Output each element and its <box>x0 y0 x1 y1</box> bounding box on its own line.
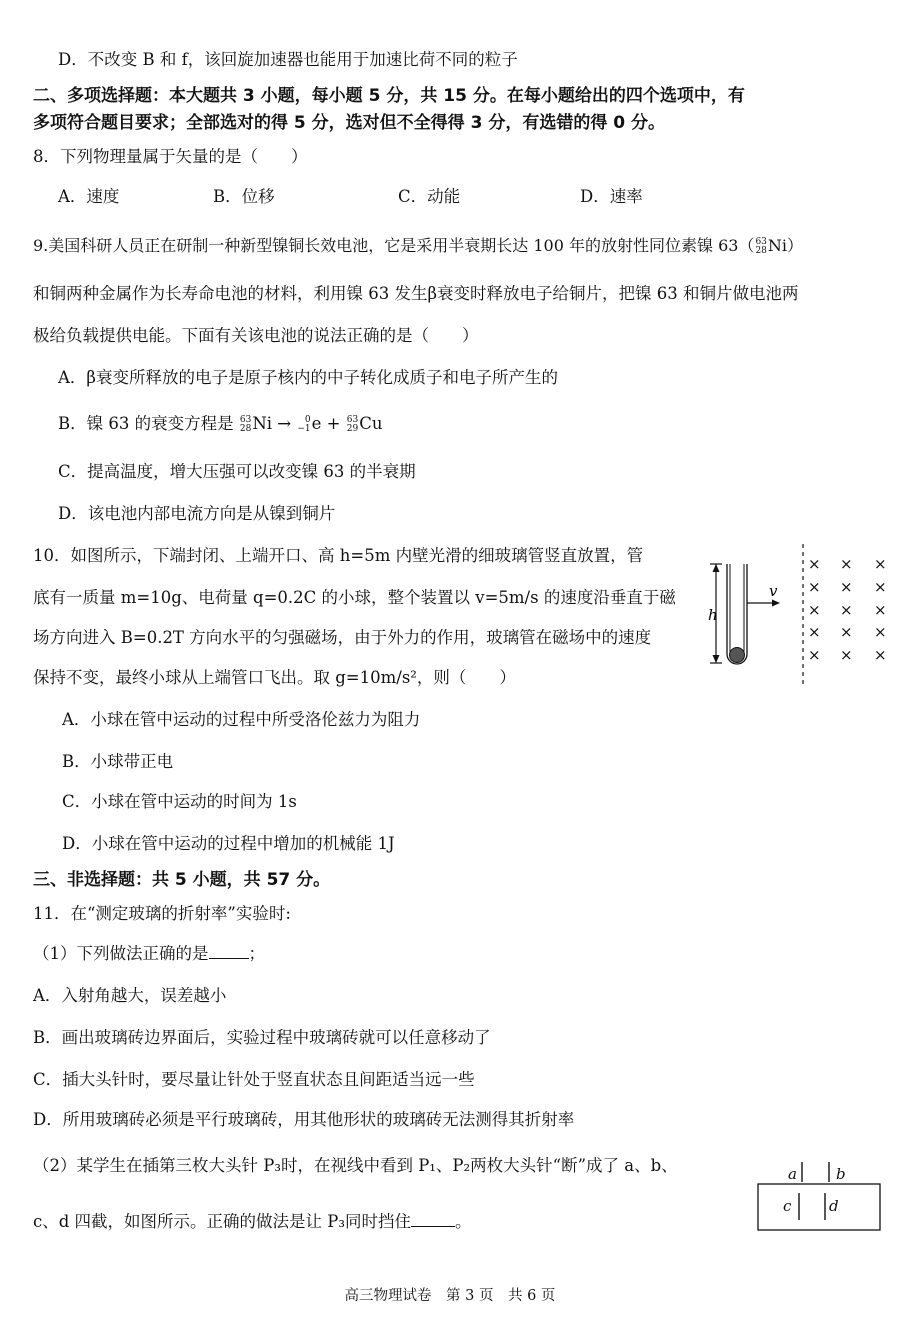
svg-text:×: × <box>840 555 853 573</box>
v-label: v <box>769 582 778 600</box>
q8-stem: 8．下列物理量属于矢量的是（ ） <box>33 147 308 166</box>
q10-stem-line4: 保持不变，最终小球从上端管口飞出。取 g=10m/s²，则（ ） <box>33 668 516 687</box>
q11-part2-line2 <box>33 1210 472 1234</box>
svg-text:×: × <box>874 555 887 573</box>
svg-text:×: × <box>808 646 821 664</box>
eq-ni: Ni <box>252 414 273 433</box>
label-c: c <box>783 1197 792 1215</box>
svg-text:×: × <box>840 601 853 619</box>
ni-symbol: Ni <box>767 236 788 255</box>
label-d: d <box>829 1197 839 1215</box>
q10-option-d: D．小球在管中运动的过程中增加的机械能 1J <box>62 834 395 853</box>
q11-option-a: A．入射角越大，误差越小 <box>33 986 227 1005</box>
svg-text:×: × <box>874 601 887 619</box>
q11-part2-line1: （2）某学生在插第三枚大头针 P₃时，在视线中看到 P₁、P₂两枚大头针“断”成了 a、b、 <box>33 1156 678 1175</box>
svg-text:×: × <box>840 646 853 664</box>
q11-part1-end: ； <box>248 944 265 963</box>
q9-stem-line2: 和铜两种金属作为长寿命电池的材料，利用镍 63 发生β衰变时释放电子给铜片，把镍 63 和铜片做电池两 <box>33 284 799 303</box>
q8-options <box>58 185 858 209</box>
q11-part1-text: （1）下列做法正确的是 <box>33 944 209 963</box>
q9-stem-line1 <box>33 234 803 258</box>
glass-block <box>758 1184 880 1230</box>
q11-option-d: D．所用玻璃砖必须是平行玻璃砖，用其他形状的玻璃砖无法测得其折射率 <box>33 1110 575 1129</box>
q10-stem-line1: 10．如图所示，下端封闭、上端开口、高 h=5m 内壁光滑的细玻璃管竖直放置，管 <box>33 546 644 565</box>
eq-ni-numbers: 63 28 <box>239 414 252 434</box>
eq-e: e <box>311 414 322 433</box>
q8-option-b: B．位移 <box>213 187 275 206</box>
q10-stem-line3: 场方向进入 B=0.2T 方向水平的匀强磁场，由于外力的作用，玻璃管在磁场中的速度 <box>33 628 652 647</box>
eq-plus: + <box>326 414 341 433</box>
q11-part1-blank <box>209 942 249 959</box>
eq-cu-numbers: 63 29 <box>346 414 359 434</box>
svg-text:×: × <box>808 555 821 573</box>
section2-heading-line2: 多项符合题目要求；全部选对的得 5 分，选对但不全得得 3 分，有选错的得 0 分。 <box>33 113 665 133</box>
q9-stem-end: ） <box>787 236 804 255</box>
q11-stem: 11．在“测定玻璃的折射率”实验时: <box>33 904 291 923</box>
page-footer: 高三物理试卷 第 3 页 共 6 页 <box>344 1288 556 1304</box>
q10-option-a: A．小球在管中运动的过程中所受洛伦兹力为阻力 <box>62 710 421 729</box>
svg-text:×: × <box>808 601 821 619</box>
q9-stem-line3: 极给负载提供电能。下面有关该电池的说法正确的是（ ） <box>33 326 479 345</box>
q10-option-b: B．小球带正电 <box>62 752 174 771</box>
label-b: b <box>836 1165 846 1183</box>
section3-heading: 三、非选择题：共 5 小题，共 57 分。 <box>33 870 331 890</box>
q11-figure <box>755 1160 885 1235</box>
eq-cu: Cu <box>359 414 383 433</box>
q10-figure <box>700 540 900 690</box>
q11-part1 <box>33 942 265 966</box>
q10-stem-line2: 底有一质量 m=10g、电荷量 q=0.2C 的小球，整个装置以 v=5m/s 的速度沿垂直于磁 <box>33 588 676 607</box>
q8-option-a: A．速度 <box>58 187 120 206</box>
ball <box>730 648 745 663</box>
q7-option-d: D．不改变 B 和 f，该回旋加速器也能用于加速比荷不同的粒子 <box>58 50 518 69</box>
q11-part2-end: 。 <box>455 1212 472 1231</box>
section2-heading-line1: 二、多项选择题：本大题共 3 小题，每小题 5 分，共 15 分。在每小题给出的四个选项中，有 <box>33 86 745 106</box>
eq-e-numbers: 0 −1 <box>297 414 311 434</box>
svg-text:×: × <box>874 623 887 641</box>
q9-option-c: C．提高温度，增大压强可以改变镍 63 的半衰期 <box>58 462 416 481</box>
magnetic-field-crosses <box>808 555 887 664</box>
svg-text:×: × <box>874 646 887 664</box>
h-label: h <box>708 606 718 624</box>
q11-option-c: C．插大头针时，要尽量让针处于竖直状态且间距适当远一些 <box>33 1070 475 1089</box>
q11-option-b: B．画出玻璃砖边界面后，实验过程中玻璃砖就可以任意移动了 <box>33 1028 491 1047</box>
q9-option-d: D．该电池内部电流方向是从镍到铜片 <box>58 504 336 523</box>
q9-stem-text: 9.美国科研人员正在研制一种新型镍铜长效电池，它是采用半衰期长达 100 年的放射性同位素镍 63（ <box>33 236 755 255</box>
svg-text:×: × <box>808 578 821 596</box>
q11-part2-text: c、d 四截，如图所示。正确的做法是让 P₃同时挡住 <box>33 1212 412 1231</box>
ni-isotope-numbers: 63 28 <box>755 236 767 256</box>
svg-text:×: × <box>874 578 887 596</box>
q9-option-b-text: B．镍 63 的衰变方程是 <box>58 414 234 433</box>
svg-text:×: × <box>840 623 853 641</box>
q9-option-b <box>58 412 382 436</box>
q11-part2-blank <box>411 1210 455 1227</box>
q9-option-a: A．β衰变所释放的电子是原子核内的中子转化成质子和电子所产生的 <box>58 368 558 387</box>
label-a: a <box>788 1165 797 1183</box>
svg-text:×: × <box>808 623 821 641</box>
q8-option-d: D．速率 <box>580 187 643 206</box>
q8-option-c: C．动能 <box>398 187 461 206</box>
svg-text:×: × <box>840 578 853 596</box>
eq-arrow: → <box>277 414 292 433</box>
q10-option-c: C．小球在管中运动的时间为 1s <box>62 792 297 811</box>
